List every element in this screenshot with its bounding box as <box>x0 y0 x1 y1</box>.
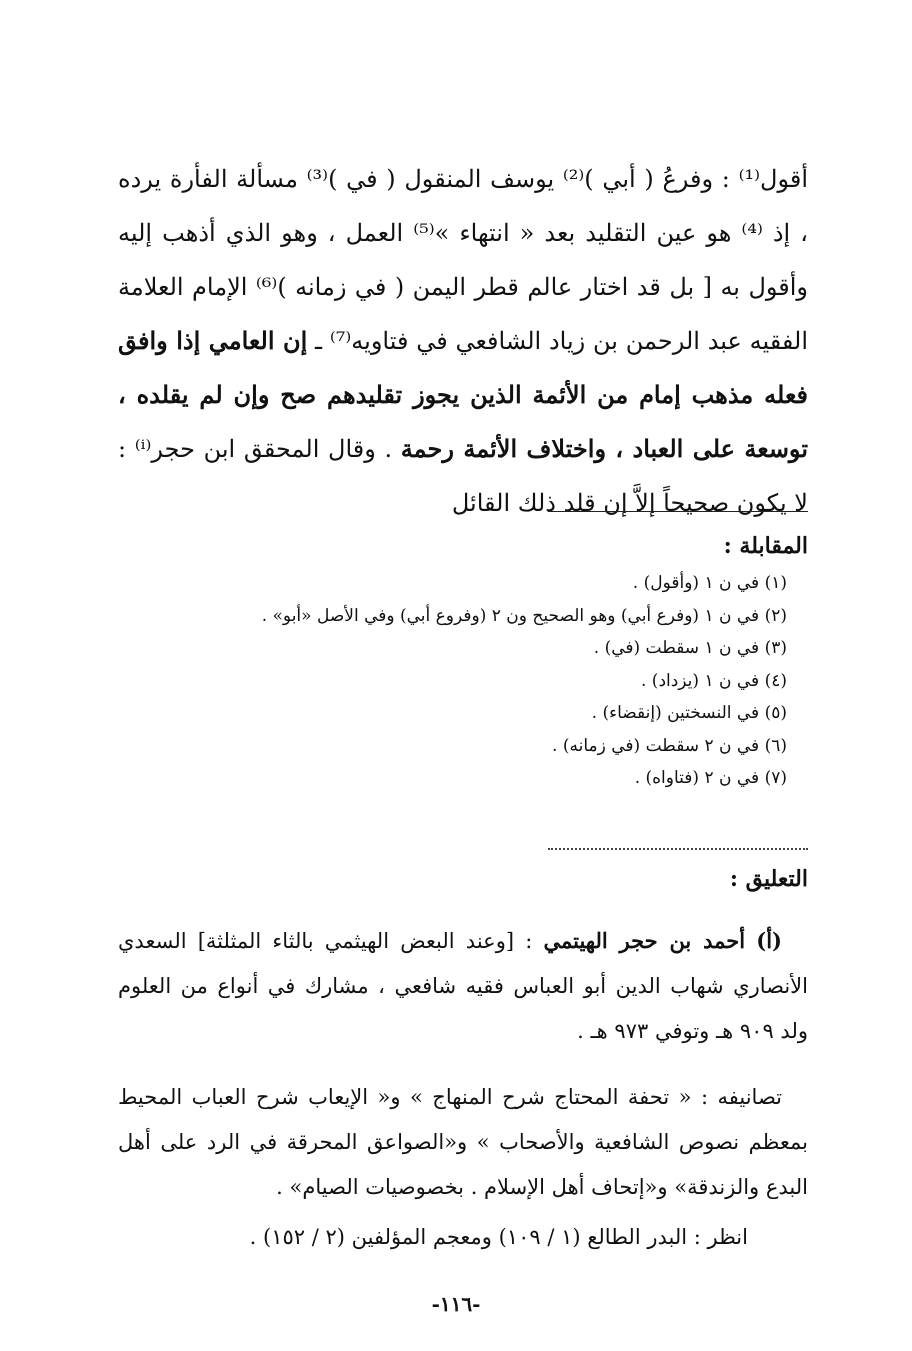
collation-note: (٤) في ن ١ (يزداد) . <box>641 670 787 691</box>
commentary-name: أحمد بن حجر الهيتمي <box>543 928 746 953</box>
collation-notes <box>147 567 787 795</box>
collation-note: (٥) في النسختين (إنقضاء) . <box>591 703 787 723</box>
commentary-heading: التعليق : <box>729 866 808 892</box>
main-text-end: . وقال المحقق ابن حجر⁽ⁱ⁾ : لا يكون صحيحاً إلاَّ إن قلد ذلك القائل <box>118 435 808 517</box>
commentary-label: (أ) <box>756 928 782 953</box>
separator-line <box>548 511 808 512</box>
page-number: -١١٦- <box>431 1292 481 1316</box>
main-text-bold: إن العامي إذا وافق فعله مذهب إمام من الأئمة الذين يجوز تقليدهم صح وإن لم يقلده ، توسعة على العباد ، واختلاف الأئمة رحمة <box>118 326 809 463</box>
collation-heading: المقابلة : <box>723 533 808 559</box>
main-text <box>118 152 808 530</box>
collation-note: (١) في ن ١ (وأقول) . <box>632 573 787 593</box>
collation-note: (٢) في ن ١ (وفرع أبي) وهو الصحيح ون ٢ (وفروع أبي) وفي الأصل «أبو» . <box>261 605 787 626</box>
commentary-works-text: تصانيفه : « تحفة المحتاج شرح المنهاج » و« الإيعاب شرح العباب المحيط بمعظم نصوص الشافعية والأصحاب » و«الصواعق المحرقة في الرد على أهل البدع والزندقة» و«إتحاف أهل الإسلام . بخصوصيات الصيام» . <box>118 1085 808 1199</box>
commentary-works <box>118 1075 808 1210</box>
commentary-bio <box>118 918 808 1054</box>
main-text-plain: أقول⁽¹⁾ : وفرعُ ( أبي )⁽²⁾ يوسف المنقول ( في )⁽³⁾ مسألة الفأرة يرده ، إذ ⁽⁴⁾ هو عين التقليد بعد « انتهاء »⁽⁵⁾ العمل ، وهو الذي أذهب إليه وأقول به [ بل قد اختار عالم قطر اليمن ( في زمانه )⁽⁶⁾ الإمام العلامة الفقيه عبد الرحمن بن زياد الشافعي في فتاويه⁽⁷⁾ ـ <box>118 165 809 355</box>
commentary-reference: انظر : البدر الطالع (١ / ١٠٩) ومعجم المؤلفين (٢ / ١٥٢) . <box>249 1225 748 1249</box>
commentary-bio-text: : [وعند البعض الهيثمي بالثاء المثلثة] السعدي الأنصاري شهاب الدين أبو العباس فقيه شافعي ، مشارك في أنواع من العلوم ولد ٩٠٩ هـ وتوفي ٩٧٣ هـ . <box>118 929 808 1043</box>
dotted-separator <box>548 848 808 850</box>
collation-note: (٧) في ن ٢ (فتاواه) . <box>634 768 787 788</box>
main-paragraph <box>118 152 808 530</box>
collation-note: (٦) في ن ٢ سقطت (في زمانه) . <box>552 735 787 756</box>
collation-note: (٣) في ن ١ سقطت (في) . <box>593 638 787 658</box>
